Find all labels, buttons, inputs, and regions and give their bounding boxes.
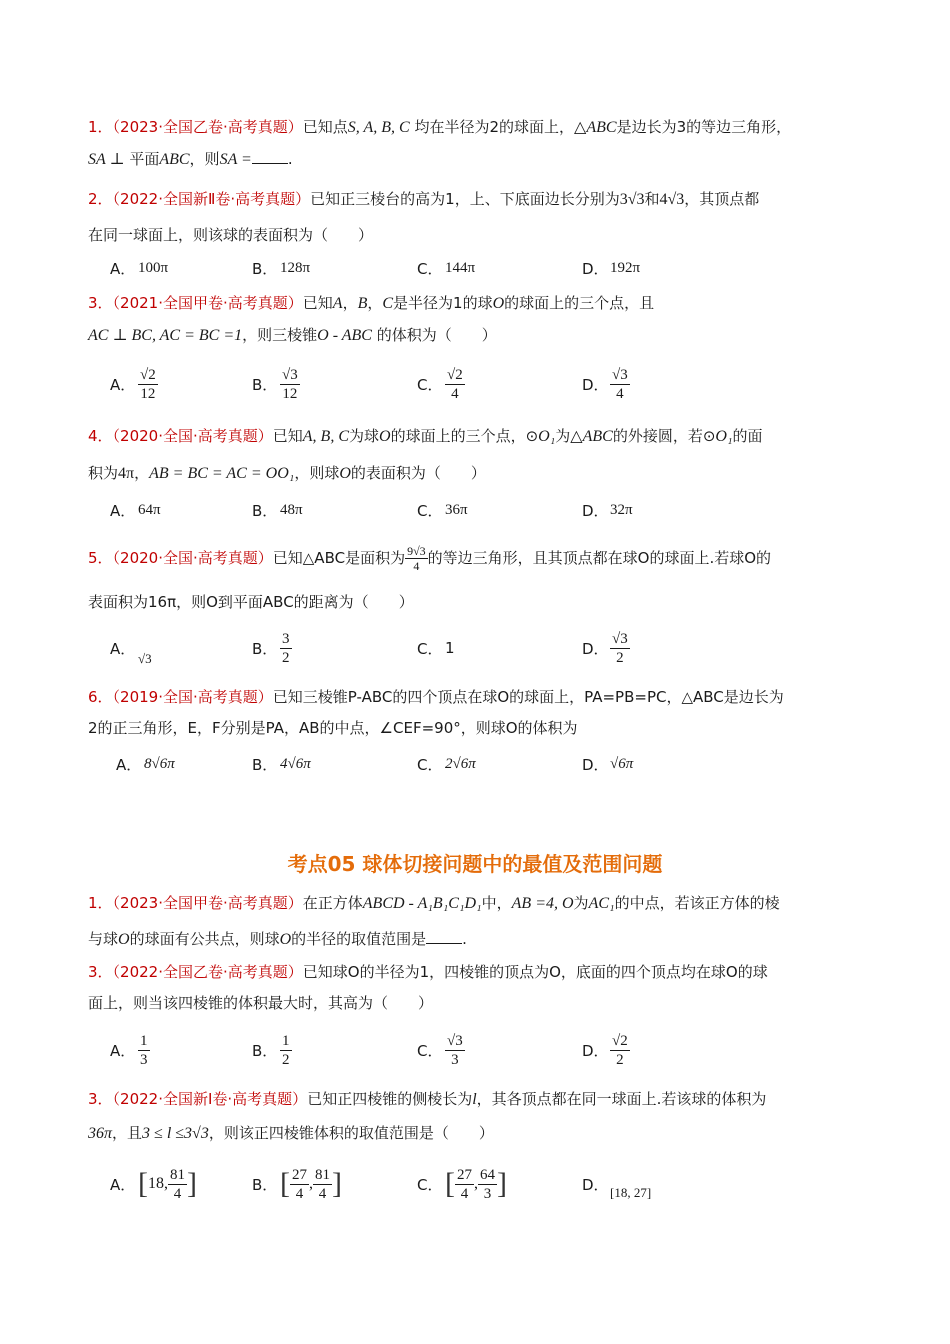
denominator: 4 bbox=[318, 1185, 327, 1202]
numerator: √2 bbox=[612, 1032, 628, 1049]
fraction bbox=[478, 1166, 497, 1203]
fraction bbox=[610, 1032, 630, 1069]
option-c[interactable] bbox=[417, 360, 465, 408]
numerator: 9√3 bbox=[407, 544, 426, 558]
option-value: √3 bbox=[138, 651, 152, 666]
numerator: √3 bbox=[612, 630, 628, 647]
math-expression: A, B, C bbox=[302, 428, 349, 445]
option-a[interactable] bbox=[110, 486, 161, 534]
question-text: ， bbox=[134, 464, 150, 482]
math-expression: O bbox=[118, 931, 130, 948]
math-expression: O₁ bbox=[715, 428, 733, 445]
option-label: B． bbox=[252, 259, 278, 278]
option-value: 8√6π bbox=[144, 755, 175, 772]
math-expression: S, A, B, C bbox=[347, 119, 410, 136]
option-d[interactable] bbox=[582, 360, 630, 408]
option-label: D． bbox=[582, 501, 609, 520]
s2-question-1-line-2 bbox=[88, 928, 868, 951]
left-bracket: [ bbox=[280, 1167, 290, 1200]
comma: , bbox=[474, 1175, 478, 1192]
math-expression: 4√3 bbox=[659, 191, 685, 208]
fraction bbox=[138, 366, 158, 403]
right-bracket: ] bbox=[497, 1167, 507, 1200]
question-text: 已知球O的半径为1，四棱锥的顶点为O，底面的四个顶点均在球O的球 bbox=[302, 963, 768, 981]
option-b[interactable] bbox=[252, 1026, 292, 1074]
s2-question-3-line-1 bbox=[88, 1088, 868, 1111]
answer-blank bbox=[426, 929, 462, 944]
option-label: A． bbox=[110, 375, 136, 394]
option-b[interactable] bbox=[252, 360, 300, 408]
option-a[interactable] bbox=[110, 244, 168, 292]
denominator: 4 bbox=[460, 1185, 469, 1202]
option-value: 2√6π bbox=[445, 755, 476, 772]
question-3-line-2 bbox=[88, 324, 868, 347]
option-b[interactable] bbox=[252, 624, 292, 672]
option-label: D． bbox=[582, 1175, 609, 1194]
numerator: √2 bbox=[447, 366, 463, 383]
fraction bbox=[280, 366, 300, 403]
option-a[interactable] bbox=[110, 1026, 150, 1074]
question-text: 已知正四棱锥的侧棱长为 bbox=[307, 1090, 473, 1108]
option-b[interactable] bbox=[252, 1160, 342, 1208]
math-expression: ABC bbox=[159, 151, 190, 168]
option-value: [18, 27] bbox=[610, 1185, 652, 1200]
option-c[interactable] bbox=[417, 244, 475, 292]
fraction bbox=[445, 366, 465, 403]
option-label: D． bbox=[582, 375, 609, 394]
question-6-line-1 bbox=[88, 686, 868, 708]
option-c[interactable] bbox=[417, 1160, 507, 1208]
denominator: 4 bbox=[295, 1185, 304, 1202]
s2-question-3-line-2 bbox=[88, 1122, 868, 1145]
math-expression: O bbox=[379, 428, 391, 445]
numerator: √3 bbox=[612, 366, 628, 383]
denominator: 3 bbox=[140, 1051, 148, 1068]
option-value: 1 bbox=[445, 639, 455, 657]
math-expression: O - ABC bbox=[317, 327, 372, 344]
question-text: 的球面上的三个点，⊙ bbox=[390, 427, 539, 445]
question-text: ， bbox=[367, 294, 383, 312]
fraction bbox=[610, 366, 630, 403]
question-text: ，则 bbox=[189, 150, 220, 168]
numerator: 81 bbox=[315, 1166, 330, 1183]
option-label: A． bbox=[110, 1175, 136, 1194]
denominator: 4 bbox=[616, 385, 624, 402]
option-value: 64π bbox=[138, 501, 161, 518]
option-a[interactable] bbox=[116, 740, 175, 788]
numerator: √3 bbox=[282, 366, 298, 383]
fraction bbox=[280, 630, 292, 667]
fraction bbox=[290, 1166, 309, 1203]
question-text: ，其顶点都 bbox=[684, 190, 760, 208]
right-bracket: ] bbox=[332, 1167, 342, 1200]
math-expression: AC₁ bbox=[588, 895, 615, 912]
question-text: 的半径的取值范围是 bbox=[291, 930, 427, 948]
fraction bbox=[138, 1032, 150, 1069]
option-value: 32π bbox=[610, 501, 633, 518]
question-number: 2． bbox=[88, 190, 113, 208]
math-expression: △ABC bbox=[574, 119, 617, 136]
option-a[interactable] bbox=[110, 360, 158, 408]
question-text: 的等边三角形，且其顶点都在球O的球面上.若球O的 bbox=[427, 549, 772, 567]
math-expression: 36π bbox=[88, 1125, 113, 1142]
s2-question-3-options bbox=[110, 1160, 850, 1208]
numerator: 27 bbox=[457, 1166, 472, 1183]
option-b[interactable] bbox=[252, 244, 310, 292]
question-text: ，且 bbox=[112, 1124, 143, 1142]
left-bracket: [ bbox=[138, 1167, 148, 1200]
option-a[interactable] bbox=[110, 624, 152, 672]
question-source: （2019·全国·高考真题） bbox=[112, 688, 273, 706]
question-text: . bbox=[287, 150, 293, 168]
option-label: A． bbox=[110, 639, 136, 658]
question-text: 的体积为（ ） bbox=[376, 326, 497, 344]
question-text: 已知正三棱台的高为1，上、下底面边长分别为 bbox=[310, 190, 620, 208]
fraction bbox=[313, 1166, 332, 1203]
option-label: D． bbox=[582, 259, 609, 278]
question-text: 表面积为16π，则O到平面ABC的距离为（ ） bbox=[88, 593, 414, 611]
s2-question-2-line-1 bbox=[88, 961, 868, 983]
denominator: 2 bbox=[282, 649, 290, 666]
question-text: 为 bbox=[573, 894, 589, 912]
question-text: 面上，则当该四棱锥的体积最大时，其高为（ ） bbox=[88, 994, 434, 1012]
fraction bbox=[455, 1166, 474, 1203]
question-number: 1． bbox=[88, 118, 113, 136]
option-b[interactable] bbox=[252, 740, 311, 788]
question-number: 4． bbox=[88, 427, 113, 445]
math-expression: O₁ bbox=[538, 428, 556, 445]
option-value: √6π bbox=[610, 755, 634, 772]
option-d[interactable] bbox=[582, 1026, 630, 1074]
question-2-options bbox=[110, 244, 850, 292]
numerator: √3 bbox=[447, 1032, 463, 1049]
option-label: B． bbox=[252, 755, 278, 774]
question-number: 6． bbox=[88, 688, 113, 706]
question-text: 的中点，若该正方体的棱 bbox=[614, 894, 780, 912]
option-d[interactable] bbox=[582, 624, 630, 672]
left-bracket: [ bbox=[445, 1167, 455, 1200]
math-expression: B bbox=[357, 295, 368, 312]
question-source: （2022·全国乙卷·高考真题） bbox=[112, 963, 303, 981]
option-label: C． bbox=[417, 1041, 443, 1060]
question-source: （2022·全国新Ⅱ卷·高考真题） bbox=[112, 190, 311, 208]
fraction bbox=[445, 1032, 465, 1069]
question-source: （2023·全国甲卷·高考真题） bbox=[112, 894, 303, 912]
question-1-line-1 bbox=[88, 116, 868, 139]
option-value: 192π bbox=[610, 259, 641, 276]
math-expression: △ABC bbox=[570, 428, 613, 445]
math-expression: C bbox=[382, 295, 394, 312]
question-text: 已知 bbox=[302, 294, 333, 312]
question-1-line-2 bbox=[88, 148, 868, 171]
question-text: 的面 bbox=[732, 427, 763, 445]
option-label: B． bbox=[252, 501, 278, 520]
question-text: 与球 bbox=[88, 930, 119, 948]
question-4-line-2 bbox=[88, 462, 868, 485]
question-text: 在同一球面上，则该球的表面积为（ ） bbox=[88, 226, 374, 244]
question-2-line-1 bbox=[88, 188, 868, 211]
s2-question-2-options bbox=[110, 1026, 850, 1074]
option-label: C． bbox=[417, 259, 443, 278]
math-expression: SA = bbox=[219, 151, 252, 168]
question-text: 积为 bbox=[88, 464, 119, 482]
question-text: 是边长为3的等边三角形， bbox=[616, 118, 792, 136]
option-label: A． bbox=[110, 259, 136, 278]
right-bracket: ] bbox=[187, 1167, 197, 1200]
question-source: （2020·全国·高考真题） bbox=[112, 427, 273, 445]
numerator: 1 bbox=[282, 1032, 290, 1049]
question-text: 平面 bbox=[129, 150, 160, 168]
option-c[interactable] bbox=[417, 486, 468, 534]
fraction bbox=[280, 1032, 292, 1069]
s2-question-1-line-1 bbox=[88, 892, 868, 915]
option-d[interactable] bbox=[582, 740, 633, 788]
math-expression: O bbox=[339, 465, 351, 482]
numerator: 81 bbox=[170, 1166, 185, 1183]
option-d[interactable] bbox=[582, 1160, 651, 1208]
comma: , bbox=[309, 1175, 313, 1192]
question-text: ，则三棱锥 bbox=[242, 326, 318, 344]
option-value: 36π bbox=[445, 501, 468, 518]
numerator: 3 bbox=[282, 630, 290, 647]
question-text: 的球面上的三个点，且 bbox=[504, 294, 655, 312]
question-3-options bbox=[110, 360, 850, 408]
denominator: 2 bbox=[616, 649, 624, 666]
option-label: C． bbox=[417, 755, 443, 774]
option-label: C． bbox=[417, 375, 443, 394]
denominator: 3 bbox=[451, 1051, 459, 1068]
option-label: B． bbox=[252, 375, 278, 394]
question-text: ，则该正四棱锥体积的取值范围是（ ） bbox=[208, 1124, 494, 1142]
question-number: 3． bbox=[88, 294, 113, 312]
numerator: 1 bbox=[140, 1032, 148, 1049]
denominator: 2 bbox=[282, 1051, 290, 1068]
question-number: 5． bbox=[88, 549, 113, 567]
numerator: 27 bbox=[292, 1166, 307, 1183]
question-2-line-2 bbox=[88, 224, 868, 246]
question-text: ， bbox=[342, 294, 358, 312]
denominator: 12 bbox=[282, 385, 298, 402]
question-text: 的外接圆，若⊙ bbox=[612, 427, 716, 445]
denominator: 2 bbox=[616, 1051, 624, 1068]
question-3-line-1 bbox=[88, 292, 868, 315]
denominator: 4 bbox=[451, 385, 459, 402]
denominator: 4 bbox=[413, 559, 420, 573]
question-5-line-1 bbox=[88, 544, 868, 573]
option-value: 144π bbox=[445, 259, 476, 276]
math-expression: SA ⊥ bbox=[88, 151, 125, 168]
option-value: 48π bbox=[280, 501, 303, 518]
question-text: 2的正三角形，E，F分别是PA，AB的中点，∠CEF=90°，则球O的体积为 bbox=[88, 719, 578, 737]
question-text: 已知点 bbox=[302, 118, 348, 136]
question-text: 中， bbox=[481, 894, 512, 912]
question-text: . bbox=[462, 930, 467, 948]
section-heading: 考点05 球体切接问题中的最值及范围问题 bbox=[287, 852, 663, 876]
option-a[interactable] bbox=[110, 1160, 197, 1208]
question-text: 为 bbox=[555, 427, 571, 445]
question-text: 的表面积为（ ） bbox=[350, 464, 486, 482]
denominator: 4 bbox=[173, 1185, 182, 1202]
numerator: 64 bbox=[480, 1166, 495, 1183]
math-expression: 3 ≤ l ≤3√3 bbox=[142, 1125, 209, 1142]
question-text: 已知三棱锥P-ABC的四个顶点在球O的球面上，PA=PB=PC，△ABC是边长为 bbox=[272, 688, 784, 706]
option-value: 128π bbox=[280, 259, 311, 276]
option-value: 4√6π bbox=[280, 755, 311, 772]
question-source: （2022·全国新Ⅰ卷·高考真题） bbox=[112, 1090, 308, 1108]
fraction bbox=[610, 630, 630, 667]
option-d[interactable] bbox=[582, 486, 633, 534]
question-text: 为球 bbox=[349, 427, 380, 445]
option-label: D． bbox=[582, 639, 609, 658]
question-text: ，则球 bbox=[294, 464, 340, 482]
question-source: （2021·全国甲卷·高考真题） bbox=[112, 294, 303, 312]
option-label: A． bbox=[110, 501, 136, 520]
question-text: 在正方体 bbox=[302, 894, 363, 912]
math-expression: A bbox=[332, 295, 343, 312]
option-label: D． bbox=[582, 755, 609, 774]
question-text: 的球面有公共点，则球 bbox=[129, 930, 280, 948]
question-text: 均在半径为2的球面上， bbox=[414, 118, 575, 136]
option-label: B． bbox=[252, 1175, 278, 1194]
option-c[interactable] bbox=[417, 740, 476, 788]
option-label: B． bbox=[252, 1041, 278, 1060]
question-5-options bbox=[110, 624, 850, 672]
fraction bbox=[168, 1166, 187, 1203]
option-c[interactable] bbox=[417, 1026, 465, 1074]
question-text: ，其各顶点都在同一球面上.若该球的体积为 bbox=[476, 1090, 767, 1108]
math-expression: ABCD - A₁B₁C₁D₁ bbox=[362, 895, 482, 912]
denominator: 3 bbox=[483, 1185, 492, 1202]
question-6-options bbox=[110, 740, 850, 788]
question-4-options bbox=[110, 486, 850, 534]
math-expression: 3√3 bbox=[619, 191, 645, 208]
option-label: C． bbox=[417, 1175, 443, 1194]
question-4-line-1 bbox=[88, 425, 868, 448]
question-source: （2023·全国乙卷·高考真题） bbox=[112, 118, 303, 136]
option-b[interactable] bbox=[252, 486, 303, 534]
math-expression: O bbox=[492, 295, 505, 312]
math-expression: AB = BC = AC = OO₁ bbox=[149, 465, 295, 482]
option-label: C． bbox=[417, 639, 443, 658]
question-5-line-2 bbox=[88, 591, 868, 613]
question-text: 是半径为1的球 bbox=[393, 294, 493, 312]
denominator: 12 bbox=[140, 385, 156, 402]
option-label: B． bbox=[252, 639, 278, 658]
option-c[interactable] bbox=[417, 624, 455, 672]
fraction bbox=[405, 544, 428, 573]
math-expression: O bbox=[279, 931, 292, 948]
math-expression: AC ⊥ BC, AC = BC =1 bbox=[88, 327, 243, 344]
option-value: 18, bbox=[148, 1175, 168, 1192]
question-number: 3． bbox=[88, 963, 113, 981]
s2-question-2-line-2 bbox=[88, 992, 868, 1014]
option-label: D． bbox=[582, 1041, 609, 1060]
question-text: 已知△ABC是面积为 bbox=[272, 549, 406, 567]
option-label: A． bbox=[116, 755, 142, 774]
question-text: 已知 bbox=[272, 427, 303, 445]
math-expression: AB =4, O bbox=[511, 895, 574, 912]
option-d[interactable] bbox=[582, 244, 640, 292]
option-label: C． bbox=[417, 501, 443, 520]
question-number: 1． bbox=[88, 894, 113, 912]
option-label: A． bbox=[110, 1041, 136, 1060]
numerator: √2 bbox=[140, 366, 156, 383]
question-text: 和 bbox=[644, 190, 660, 208]
question-6-line-2 bbox=[88, 717, 868, 739]
question-source: （2020·全国·高考真题） bbox=[112, 549, 273, 567]
math-expression: 4π bbox=[118, 465, 135, 482]
math-expression: l bbox=[472, 1091, 477, 1108]
option-value: 100π bbox=[138, 259, 169, 276]
question-number: 3． bbox=[88, 1090, 113, 1108]
answer-blank bbox=[252, 149, 288, 164]
